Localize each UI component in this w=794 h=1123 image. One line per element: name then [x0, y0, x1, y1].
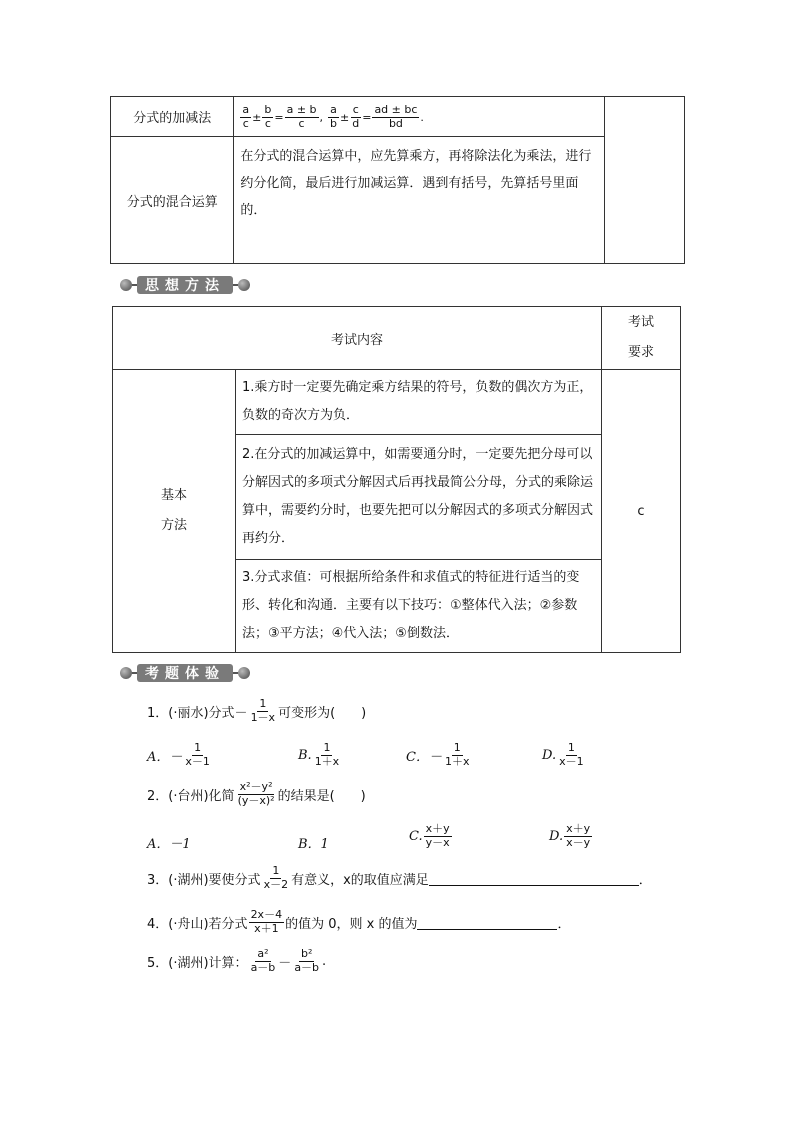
mixed-label: 分式的混合运算 — [126, 194, 218, 210]
section-banner-exercises — [120, 661, 250, 685]
q1-option-b[interactable]: B. $\frac{1}{1+x}$ — [298, 741, 340, 768]
question-2: 2．(·台州)化简 $\frac{\text{x²－y²}}{\text{(y－x)²}}$ 的结果是( ) — [147, 780, 366, 807]
requirement-cell — [602, 370, 681, 653]
method-label-cell — [113, 370, 236, 653]
section-banner-methods — [120, 273, 250, 297]
bullet-icon — [238, 667, 250, 679]
q3-answer-blank[interactable] — [429, 871, 639, 886]
requirement-empty-cell — [605, 97, 685, 264]
operations-table — [110, 96, 685, 264]
banner-title: 思想方法 — [137, 276, 233, 294]
mixed-text-cell — [234, 137, 605, 264]
method-item-3-cell — [236, 560, 602, 653]
question-5: 5．(·湖州)计算： $\frac{\text{a²}}{a-b}$ － $\frac{\text{b²}}{a-b}$ . — [147, 947, 327, 974]
addition-label: 分式的加减法 — [133, 111, 212, 126]
method-item-1-cell — [236, 370, 602, 435]
banner-title: 考题体验 — [137, 664, 233, 682]
q2-option-a[interactable]: A．－1 — [147, 837, 191, 852]
mixed-label-cell — [111, 137, 234, 264]
addition-formula: $\frac{a}{c}$ ± $\frac{b}{c}$ = $\frac{a \pm b}{c}$ , $\frac{a}{b}$ ± $\frac{c}{d}$ = $\frac{ad \pm bc}{bd}$ . — [242, 103, 424, 130]
addition-formula-cell — [234, 97, 605, 137]
bullet-icon — [120, 279, 132, 291]
method-item-3: 3.分式求值：可根据所给条件和求值式的特征进行适当的变形、转化和沟通．主要有以下技巧：①整体代入法；②参数法；③平方法；④代入法；⑤倒数法． — [242, 570, 580, 641]
content-header-cell — [113, 307, 602, 370]
q1-option-d[interactable]: D. $\frac{1}{x-1}$ — [542, 741, 584, 768]
method-item-2: 2.在分式的加减运算中，如需要通分时，一定要先把分母可以分解因式的多项式分解因式后再找最简公分母，分式的乘除运算中，需要约分时，也要先把可以分解因式的多项式分解因式再约分． — [242, 447, 594, 546]
method-label: 基本方法 — [160, 488, 187, 533]
question-3: 3．(·湖州)要使分式 $\frac{1}{x-2}$ 有意义，x的取值应满足 ． — [147, 864, 652, 891]
question-4: 4．(·舟山)若分式 $\frac{2x-4}{x+1}$ 的值为 0，则 x 的值为 ． — [147, 908, 571, 935]
bullet-icon — [120, 667, 132, 679]
q1-option-a[interactable]: A．－ $\frac{1}{x-1}$ — [147, 741, 210, 768]
q1-option-c[interactable]: C．－ $\frac{1}{1+x}$ — [406, 741, 470, 768]
q2-option-d[interactable]: D. $\frac{x+y}{x-y}$ — [549, 822, 591, 849]
methods-table — [112, 306, 681, 653]
requirement-header-cell — [602, 307, 681, 370]
method-item-2-cell — [236, 435, 602, 560]
method-item-1: 1.乘方时一定要先确定乘方结果的符号，负数的偶次方为正，负数的奇次方为负． — [242, 380, 593, 423]
q4-answer-blank[interactable] — [417, 915, 557, 930]
addition-label-cell — [111, 97, 234, 137]
q2-option-b[interactable]: B．1 — [298, 837, 329, 852]
mixed-text: 在分式的混合运算中，应先算乘方，再将除法化为乘法，进行约分化简，最后进行加减运算．遇到有括号，先算括号里面的． — [240, 149, 592, 218]
bullet-icon — [238, 279, 250, 291]
q2-option-c[interactable]: C. $\frac{x+y}{y-x}$ — [409, 822, 450, 849]
requirement-value: c — [637, 503, 645, 519]
requirement-header: 考试要求 — [627, 315, 654, 360]
content-header: 考试内容 — [330, 332, 383, 348]
question-1: 1．(·丽水)分式－ $\frac{1}{1-x}$ 可变形为( ) — [147, 697, 367, 724]
